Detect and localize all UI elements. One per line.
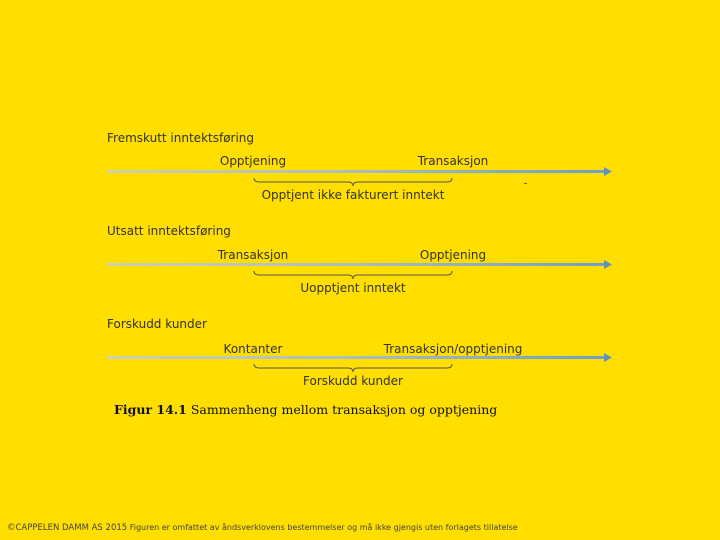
gap-label: Forskudd kunder <box>303 374 403 388</box>
caption-label: Figur 14.1 <box>114 402 187 417</box>
gap-brace <box>253 363 453 373</box>
event-label-second: Transaksjon/opptjening <box>383 342 523 356</box>
event-label-first: Opptjening <box>219 154 287 168</box>
event-label-second: Opptjening <box>419 248 487 262</box>
footer-notice: Figuren er omfattet av åndsverklovens bestemmelser og må ikke gjengis uten forlagets tillatelse <box>129 523 518 532</box>
section-title-utsatt: Utsatt inntektsføring <box>107 224 231 238</box>
timeline-arrow <box>107 167 612 176</box>
timeline-arrow <box>107 353 612 362</box>
section-title-forskudd: Forskudd kunder <box>107 317 207 331</box>
section-title-fremskutt: Fremskutt inntektsføring <box>107 131 255 145</box>
event-label-second: Transaksjon <box>417 154 489 168</box>
timeline-arrow <box>107 260 612 269</box>
gap-label: Uopptjent inntekt <box>300 281 406 295</box>
gap-brace <box>253 270 453 280</box>
event-label-first: Kontanter <box>223 342 283 356</box>
gap-label: Opptjent ikke fakturert inntekt <box>261 188 445 202</box>
footer <box>7 523 518 533</box>
gap-brace <box>253 177 453 187</box>
footer-copyright: ©CAPPELEN DAMM AS 2015 <box>7 523 128 533</box>
caption-text: Sammenheng mellom transaksjon og opptjening <box>190 402 498 417</box>
event-label-first: Transaksjon <box>217 248 289 262</box>
stray-mark <box>524 183 527 184</box>
figure-caption <box>114 402 497 417</box>
